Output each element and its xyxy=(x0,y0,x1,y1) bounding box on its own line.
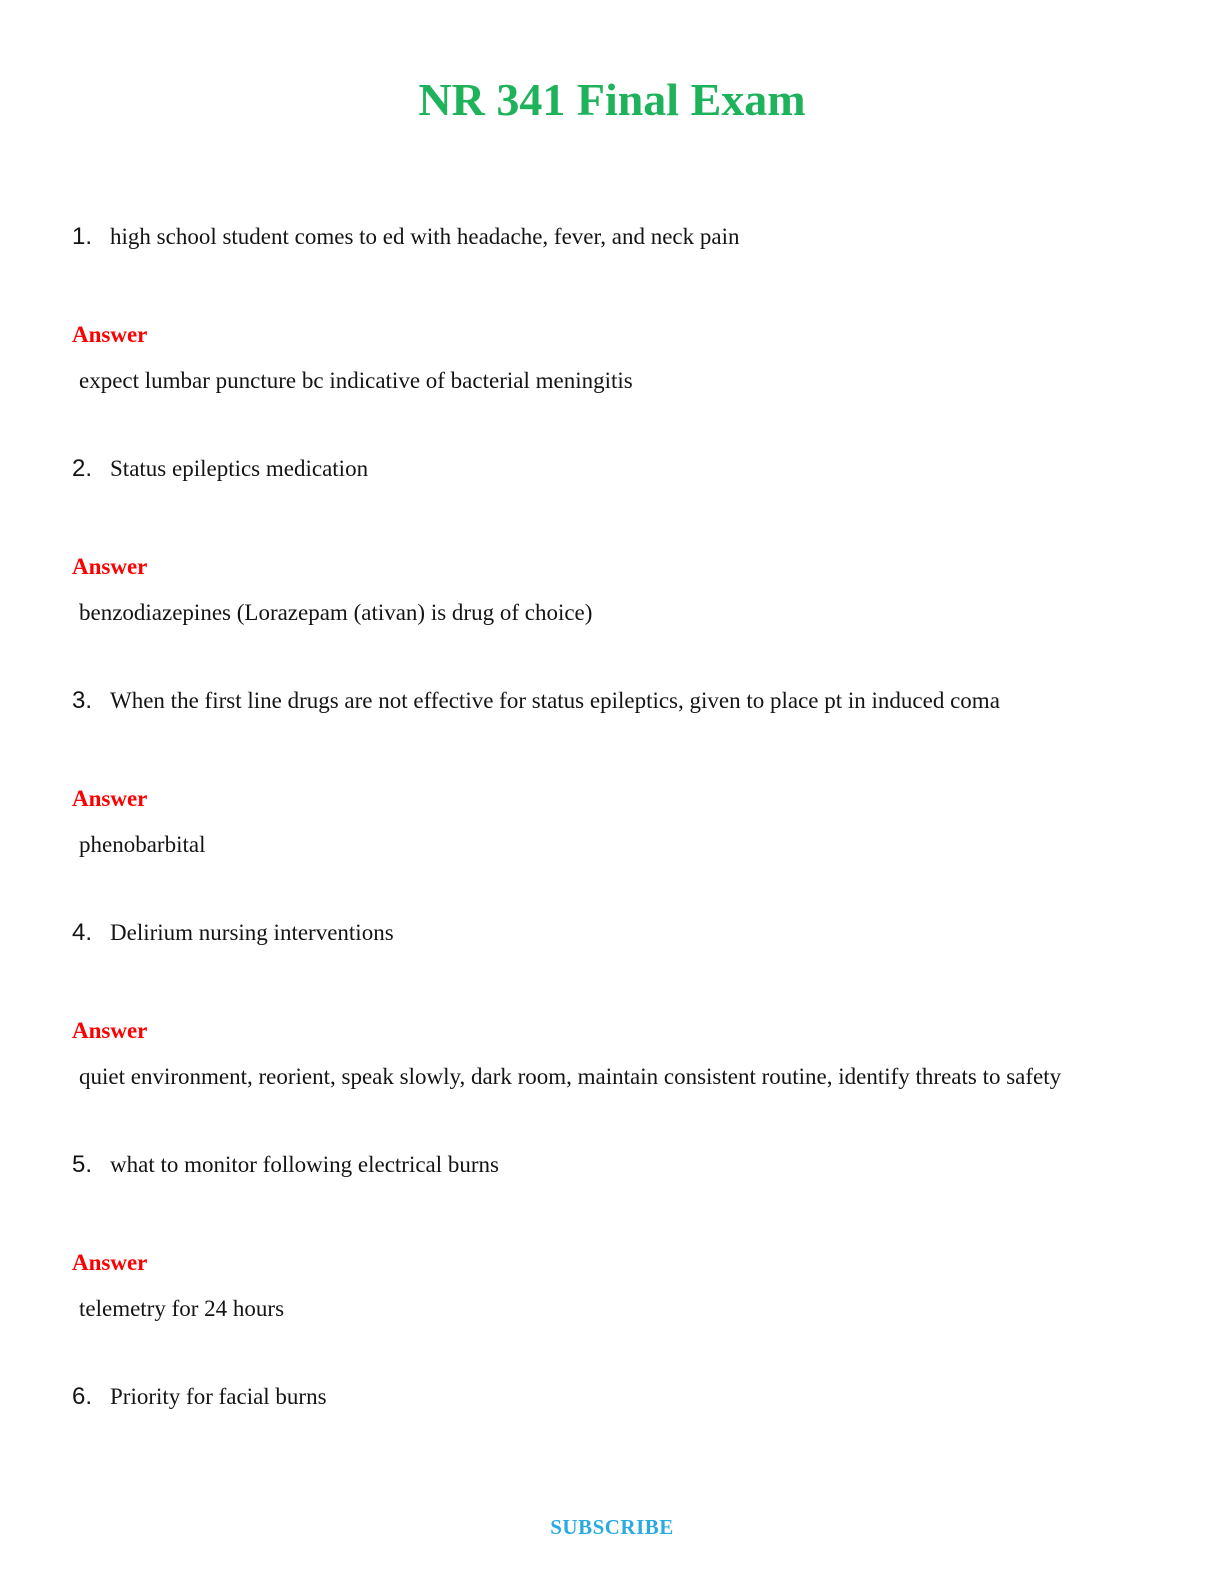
question-text: what to monitor following electrical burns xyxy=(110,1152,500,1177)
answer-text: benzodiazepines (Lorazepam (ativan) is drug of choice) xyxy=(79,600,593,625)
answer-label: Answer xyxy=(72,1250,148,1275)
answer-label: Answer xyxy=(72,322,148,347)
question xyxy=(72,910,1152,956)
question xyxy=(72,1142,1152,1188)
question-item xyxy=(72,910,1152,1100)
question-item xyxy=(72,1374,1152,1420)
question-item xyxy=(72,446,1152,636)
question-text: high school student comes to ed with headache, fever, and neck pain xyxy=(110,224,740,249)
question-item xyxy=(72,678,1152,868)
question-text: Delirium nursing interventions xyxy=(110,920,394,945)
question-number: 1. xyxy=(72,223,93,250)
question-number: 4. xyxy=(72,919,93,946)
question-number: 2. xyxy=(72,455,93,482)
answer-label: Answer xyxy=(72,554,148,579)
answer-label: Answer xyxy=(72,1018,148,1043)
question-number: 6. xyxy=(72,1383,93,1410)
answer-text: quiet environment, reorient, speak slowly, dark room, maintain consistent routine, identify threats to safety xyxy=(79,1064,1062,1089)
question-text: Status epileptics medication xyxy=(110,456,369,481)
question-item xyxy=(72,214,1152,404)
page-title: NR 341 Final Exam xyxy=(418,74,806,125)
question-text: Priority for facial burns xyxy=(110,1384,327,1409)
question xyxy=(72,214,1152,260)
question-text: When the first line drugs are not effective for status epileptics, given to place pt in induced coma xyxy=(110,688,1000,713)
answer-text: phenobarbital xyxy=(79,832,206,857)
question-number: 5. xyxy=(72,1151,93,1178)
footer xyxy=(0,1515,1224,1540)
question xyxy=(72,1374,1152,1420)
question-item xyxy=(72,1142,1152,1332)
qa-list xyxy=(0,214,1224,1420)
question xyxy=(72,446,1152,492)
answer-text: expect lumbar puncture bc indicative of bacterial meningitis xyxy=(79,368,633,393)
question xyxy=(72,678,1152,724)
answer-text: telemetry for 24 hours xyxy=(79,1296,285,1321)
answer-label: Answer xyxy=(72,786,148,811)
question-number: 3. xyxy=(72,687,93,714)
subscribe-link[interactable]: SUBSCRIBE xyxy=(550,1515,674,1539)
